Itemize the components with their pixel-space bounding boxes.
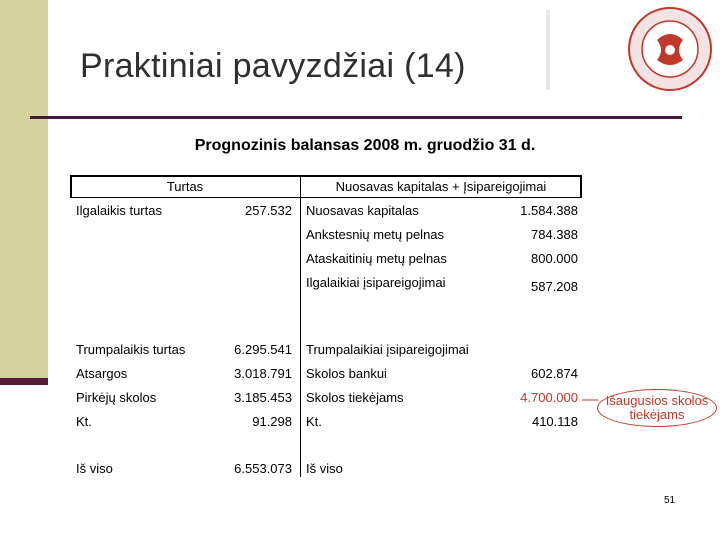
- left-label: Trumpalaikis turtas: [76, 342, 186, 357]
- callout-supplier-debt: [597, 389, 717, 427]
- title-shadow: [546, 10, 550, 90]
- slide-title: Praktiniai pavyzdžiai (14): [80, 47, 466, 85]
- row-line: [70, 197, 582, 198]
- left-value: 91.298: [252, 414, 292, 429]
- right-label: Ankstesnių metų pelnas: [306, 227, 445, 242]
- left-label: Ilgalaikis turtas: [76, 203, 162, 218]
- right-label: Skolos tiekėjams: [306, 390, 404, 405]
- right-label: Trumpalaikiai įsipareigojimai: [306, 342, 469, 357]
- header-assets: Turtas: [166, 179, 204, 194]
- right-value-highlight: 4.700.000: [520, 390, 578, 405]
- left-label: Iš viso: [76, 461, 113, 476]
- right-label: Nuosavas kapitalas: [306, 203, 419, 218]
- university-logo: [627, 6, 713, 92]
- right-label: Ataskaitinių metų pelnas: [306, 251, 447, 266]
- right-value: 587.208: [531, 279, 578, 294]
- balance-sheet-title: Prognozinis balansas 2008 m. gruodžio 31 d.: [194, 137, 536, 154]
- right-value: 784.388: [531, 227, 578, 242]
- right-label: Kt.: [306, 414, 322, 429]
- left-value: 3.185.453: [234, 390, 292, 405]
- left-value: 6.553.073: [234, 461, 292, 476]
- right-label: Iš viso: [306, 461, 343, 476]
- column-divider: [300, 177, 301, 477]
- side-decor-bar: [0, 0, 48, 385]
- page-number: 51: [664, 495, 676, 506]
- right-value: 410.118: [531, 414, 578, 429]
- title-divider: [30, 116, 682, 119]
- header-equity-liabilities: Nuosavas kapitalas + Įsipareigojimai: [335, 179, 547, 194]
- left-value: 3.018.791: [234, 366, 292, 381]
- right-value: 1.584.388: [520, 203, 578, 218]
- left-label: Atsargos: [76, 366, 128, 381]
- right-label: Ilgalaikiai įsipareigojimai: [306, 275, 446, 290]
- right-label: Skolos bankui: [306, 366, 387, 381]
- left-value: 6.295.541: [234, 342, 292, 357]
- right-value: 602.874: [531, 366, 578, 381]
- callout-line: Išaugusios skolos: [605, 393, 709, 408]
- side-decor-bar-accent: [0, 378, 48, 385]
- callout-line: tiekėjams: [629, 407, 685, 422]
- callout-pointer: [582, 396, 600, 406]
- left-value: 257.532: [245, 203, 292, 218]
- left-label: Kt.: [76, 414, 92, 429]
- left-label: Pirkėjų skolos: [76, 390, 157, 405]
- right-value: 800.000: [531, 251, 578, 266]
